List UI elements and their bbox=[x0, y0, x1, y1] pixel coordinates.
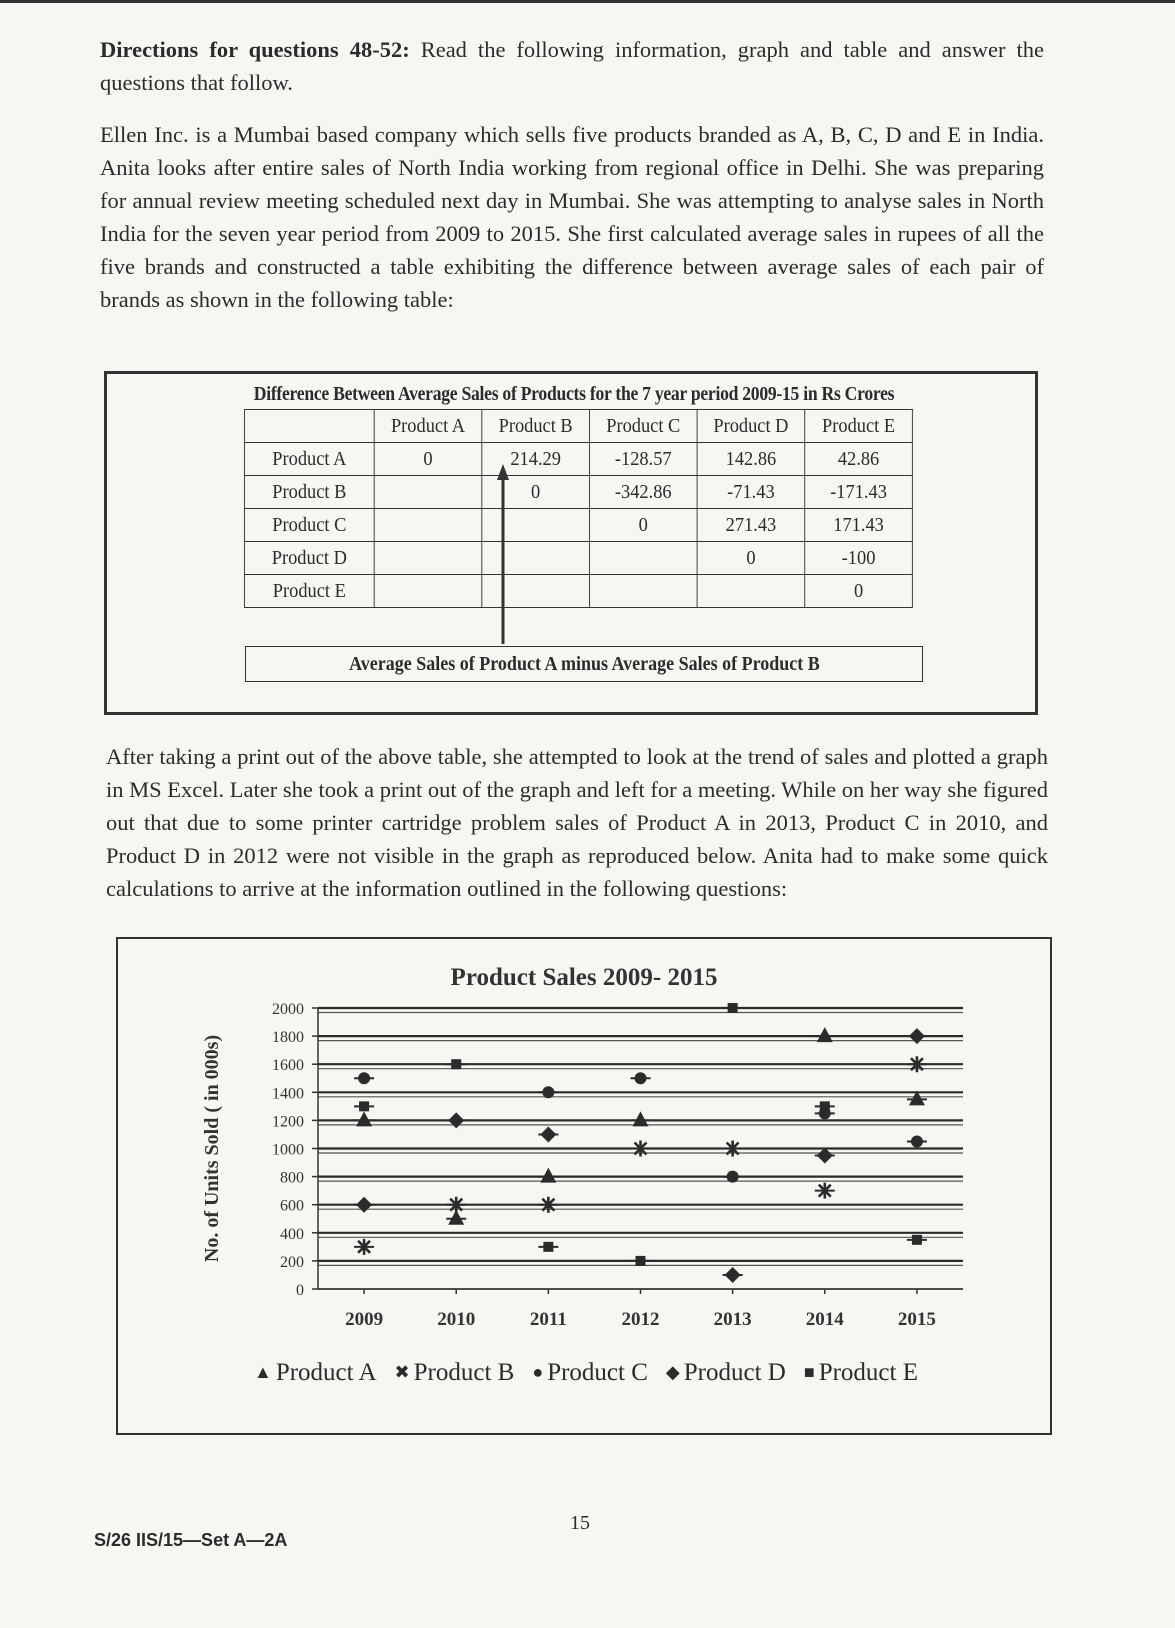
product-sales-chart bbox=[116, 937, 1052, 1435]
y-tick-label: 1200 bbox=[272, 1113, 304, 1131]
product-e-point bbox=[446, 1059, 466, 1069]
y-tick-label: 1000 bbox=[272, 1141, 304, 1159]
table-cell: 0 bbox=[805, 575, 913, 608]
product-e-point bbox=[907, 1235, 927, 1245]
legend-label: Product D bbox=[683, 1359, 786, 1386]
product-b-point bbox=[631, 1141, 651, 1157]
column-header: Product A bbox=[374, 410, 482, 443]
product-d-point bbox=[354, 1197, 374, 1213]
row-header: Product E bbox=[244, 575, 374, 608]
difference-table-box bbox=[104, 371, 1038, 715]
chart-title: Product Sales 2009- 2015 bbox=[450, 964, 718, 991]
product-a-marker-icon: ▲ bbox=[254, 1362, 272, 1382]
table-cell: -171.43 bbox=[805, 476, 913, 509]
table-cell: 42.86 bbox=[805, 443, 913, 476]
table-cell: 0 bbox=[482, 476, 590, 509]
product-e-point bbox=[815, 1101, 835, 1111]
product-b-point bbox=[538, 1197, 558, 1213]
product-b-point bbox=[907, 1056, 927, 1072]
y-tick-label: 400 bbox=[280, 1225, 304, 1243]
x-tick-label: 2009 bbox=[345, 1309, 384, 1330]
intro-paragraph: Ellen Inc. is a Mumbai based company which sells five products branded as A, B, C, D and E in India. Anita looks after entire sales of North India working from regional office in Delhi. She was preparing for annual review meeting scheduled next day in Mumbai. She was attempting to analyse sales in North India for the seven year period from 2009 to 2015. She first calculated average sales in rupees of all the five brands and constructed a table exhibiting the difference between average sales of each pair of brands as shown in the following table: bbox=[100, 122, 1044, 312]
table-caption bbox=[245, 646, 923, 682]
product-d-point bbox=[723, 1267, 743, 1283]
product-c-point bbox=[631, 1072, 651, 1084]
legend-item-product-c bbox=[532, 1359, 648, 1387]
top-rule bbox=[0, 0, 1175, 3]
table-cell: -342.86 bbox=[589, 476, 697, 509]
product-b-point bbox=[446, 1197, 466, 1213]
x-tick-label: 2014 bbox=[805, 1309, 844, 1330]
table-cell: 271.43 bbox=[697, 509, 805, 542]
product-a-point bbox=[631, 1111, 651, 1126]
after-paragraph: After taking a print out of the above table, she attempted to look at the trend of sales and plotted a graph in MS Excel. Later she took a print out of the graph and left for a meeting. While on her way she figured out that due to some printer cartridge problem sales of Product A in 2013, Product C in 2010, and Product D in 2012 were not visible in the graph as reproduced below. Anita had to make some quick calculations to arrive at the information outlined in the following questions: bbox=[106, 744, 1048, 901]
legend-item-product-a bbox=[254, 1359, 377, 1387]
y-tick-label: 1400 bbox=[272, 1085, 304, 1103]
table-cell: 0 bbox=[697, 542, 805, 575]
table-cell: 0 bbox=[374, 443, 482, 476]
legend-item-product-e bbox=[804, 1359, 918, 1387]
y-tick-label: 600 bbox=[280, 1197, 304, 1215]
legend-label: Product C bbox=[547, 1359, 648, 1386]
product-b-point bbox=[815, 1183, 835, 1199]
product-c-point bbox=[907, 1135, 927, 1147]
product-d-point bbox=[815, 1148, 835, 1164]
page-number: 15 bbox=[570, 1512, 590, 1534]
legend-item-product-b bbox=[395, 1359, 515, 1387]
row-header: Product A bbox=[244, 443, 374, 476]
row-header: Product C bbox=[244, 509, 374, 542]
x-tick-label: 2013 bbox=[713, 1309, 752, 1330]
product-e-marker-icon: ■ bbox=[803, 1362, 815, 1382]
product-c-marker-icon: ● bbox=[532, 1362, 544, 1382]
directions-paragraph bbox=[100, 33, 1044, 99]
product-b-point bbox=[723, 1141, 743, 1157]
product-e-point bbox=[538, 1242, 558, 1252]
column-header: Product E bbox=[805, 410, 913, 443]
y-tick-label: 2000 bbox=[272, 1001, 304, 1018]
product-b-point bbox=[354, 1239, 374, 1255]
product-c-point bbox=[354, 1072, 374, 1084]
directions-text: Read the following information, graph and table and answer the questions that follow. bbox=[100, 37, 1044, 95]
x-tick-label: 2015 bbox=[897, 1309, 936, 1330]
product-e-point bbox=[631, 1256, 651, 1266]
annotation-arrow-head bbox=[497, 464, 509, 480]
y-tick-label: 200 bbox=[280, 1253, 304, 1271]
product-d-point bbox=[446, 1112, 466, 1128]
y-tick-label: 0 bbox=[296, 1282, 304, 1299]
row-header: Product B bbox=[244, 476, 374, 509]
y-axis-label: No. of Units Sold ( in 000s) bbox=[201, 1034, 223, 1263]
table-cell: -128.57 bbox=[589, 443, 697, 476]
product-d-point bbox=[538, 1126, 558, 1142]
column-header: Product D bbox=[697, 410, 805, 443]
product-a-point bbox=[538, 1168, 558, 1183]
row-header: Product D bbox=[244, 542, 374, 575]
table-cell: -100 bbox=[805, 542, 913, 575]
legend-label: Product E bbox=[818, 1359, 918, 1386]
y-tick-label: 1800 bbox=[272, 1029, 304, 1047]
product-d-point bbox=[907, 1028, 927, 1044]
product-d-marker-icon: ◆ bbox=[665, 1362, 680, 1382]
table-title: Difference Between Average Sales of Products for the 7 year period 2009-15 in Rs Crores bbox=[253, 383, 895, 405]
table-cell: 0 bbox=[589, 509, 697, 542]
footer-code: S/26 IIS/15—Set A—2A bbox=[94, 1530, 288, 1550]
legend-label: Product B bbox=[413, 1359, 515, 1386]
column-header: Product B bbox=[482, 410, 590, 443]
y-tick-label: 800 bbox=[280, 1169, 304, 1187]
product-a-point bbox=[354, 1111, 374, 1126]
product-a-point bbox=[815, 1027, 835, 1042]
product-e-point bbox=[723, 1003, 743, 1013]
y-tick-label: 1600 bbox=[272, 1057, 304, 1075]
x-tick-label: 2012 bbox=[621, 1309, 660, 1330]
x-tick-label: 2011 bbox=[529, 1309, 567, 1330]
table-cell: 142.86 bbox=[697, 443, 805, 476]
product-b-marker-icon: ✖ bbox=[394, 1362, 410, 1382]
column-header: Product C bbox=[589, 410, 697, 443]
product-e-point bbox=[354, 1101, 374, 1111]
directions-label: Directions for questions 48-52: bbox=[100, 37, 410, 62]
legend-label: Product A bbox=[275, 1359, 377, 1386]
x-tick-label: 2010 bbox=[437, 1309, 476, 1330]
legend-item-product-d bbox=[666, 1359, 786, 1387]
table-cell: 214.29 bbox=[482, 443, 590, 476]
table-cell: 171.43 bbox=[805, 509, 913, 542]
chart-legend bbox=[118, 1359, 1054, 1387]
table-caption-text: Average Sales of Product A minus Average Sales of Product B bbox=[348, 653, 820, 675]
table-cell: -71.43 bbox=[697, 476, 805, 509]
